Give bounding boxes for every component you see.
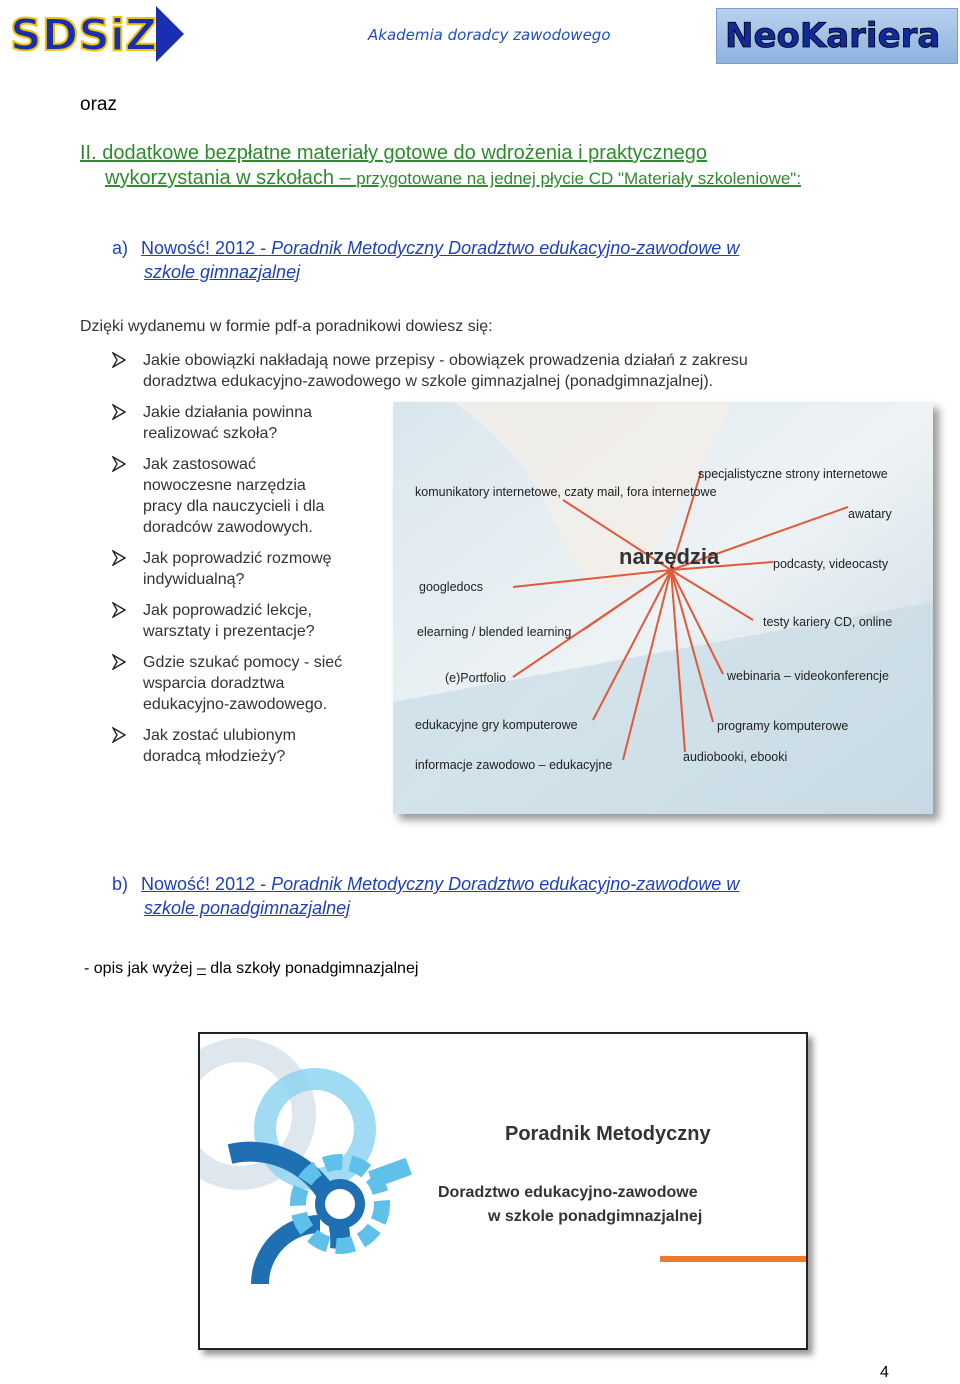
tools-label-13: informacje zawodowo – edukacyjne — [415, 758, 613, 772]
item-a-prefix[interactable]: Nowość! 2012 - — [141, 238, 272, 258]
tools-label-7: testy kariery CD, online — [763, 615, 893, 629]
tools-center-label: narzędzia — [619, 544, 720, 569]
tools-label-10: edukacyjne gry komputerowe — [415, 718, 578, 732]
arrow-bullet-icon — [112, 550, 126, 566]
bullet-6-line-3: edukacyjno-zawodowego. — [143, 696, 328, 713]
item-b-title-line1[interactable]: Poradnik Metodyczny Doradztwo edukacyjno-zawodowe w — [271, 874, 740, 894]
bullet-7-line-1: Jak zostać ulubionym — [143, 727, 296, 744]
page-number: 4 — [880, 1364, 889, 1381]
bullet-1-line-1: Jakie obowiązki nakładają nowe przepisy - obowiązek prowadzenia działań z zakresu — [143, 352, 748, 369]
tools-label-6: elearning / blended learning — [417, 625, 572, 639]
neokariera-logo — [716, 8, 958, 64]
arrow-bullet-icon — [112, 404, 126, 420]
cover-subtitle-line1: Doradztwo edukacyjno-zawodowe — [438, 1184, 698, 1201]
oraz-text: oraz — [80, 94, 117, 115]
note-post: dla szkoły ponadgimnazjalnej — [205, 960, 419, 977]
cover-accent-bar — [660, 1256, 806, 1262]
item-b-prefix[interactable]: Nowość! 2012 - — [141, 874, 272, 894]
arrow-bullet-icon — [112, 456, 126, 472]
arrow-bullet-icon — [112, 727, 126, 743]
tools-label-8: (e)Portfolio — [445, 671, 507, 685]
bullet-3-line-4: doradców zawodowych. — [143, 519, 313, 536]
bullet-6-line-2: wsparcia doradztwa — [143, 675, 285, 692]
section-2-line2-main: wykorzystania w szkołach — [105, 167, 334, 189]
arrow-bullet-icon — [112, 352, 126, 368]
tools-label-2: specjalistyczne strony internetowe — [698, 467, 888, 481]
note-text — [84, 960, 418, 978]
header-tagline: Akademia doradcy zawodowego — [368, 26, 611, 44]
item-b-label: b) — [112, 874, 129, 894]
tools-label-12: audiobooki, ebooki — [683, 750, 788, 764]
bullet-5-line-2: warsztaty i prezentacje? — [143, 623, 315, 640]
bullet-1-line-2: doradztwa edukacyjno-zawodowego w szkole gimnazjalnej (ponadgimnazjalnej). — [143, 373, 714, 390]
section-2-dash: – — [333, 167, 357, 189]
cover-subtitle-line2: w szkole ponadgimnazjalnej — [488, 1208, 703, 1225]
item-b-heading — [112, 872, 739, 920]
tools-diagram-image — [393, 402, 933, 814]
gears-graphic — [200, 1050, 412, 1284]
arrow-bullet-icon — [112, 654, 126, 670]
neokariera-logo-text: NeoKariera — [725, 16, 941, 56]
sdsiz-logo-text: SDSiZ — [10, 10, 157, 61]
tools-label-11: programy komputerowe — [717, 719, 849, 733]
cover-title: Poradnik Metodyczny — [505, 1123, 711, 1145]
tools-label-3: awatary — [848, 507, 892, 521]
item-a-title-line1[interactable]: Poradnik Metodyczny Doradztwo edukacyjno-zawodowe w — [271, 238, 740, 258]
bullet-3-line-2: nowoczesne narzędzia — [143, 477, 306, 494]
bullet-3-line-1: Jak zastosować — [143, 456, 256, 473]
section-2-heading — [80, 141, 940, 191]
bullet-2-line-2: realizować szkoła? — [143, 425, 278, 442]
bullet-4-line-1: Jak poprowadzić rozmowę — [143, 550, 332, 567]
bullet-6-line-1: Gdzie szukać pomocy - sieć — [143, 654, 343, 671]
arrow-bullet-icon — [112, 602, 126, 618]
note-pre: - opis jak wyżej — [84, 960, 197, 977]
intro-text: Dzięki wydanemu w formie pdf-a poradnikowi dowiesz się: — [80, 318, 493, 335]
bullet-2-line-1: Jakie działania powinna — [143, 404, 312, 421]
section-2-line1: II. dodatkowe bezpłatne materiały gotowe do wdrożenia i praktycznego — [80, 142, 708, 164]
item-a-heading — [112, 236, 739, 284]
item-a-label: a) — [112, 238, 129, 258]
item-a-title-line2[interactable]: szkole gimnazjalnej — [144, 262, 301, 282]
tools-label-9: webinaria – videokonferencje — [727, 669, 889, 683]
bullet-3-line-3: pracy dla nauczycieli i dla — [143, 498, 325, 515]
bullet-7-line-2: doradcą młodzieży? — [143, 748, 286, 765]
item-b-title-line2[interactable]: szkole ponadgimnazjalnej — [144, 898, 351, 918]
note-dash: – — [196, 960, 206, 977]
bullet-5-line-1: Jak poprowadzić lekcje, — [143, 602, 312, 619]
tools-label-5: podcasty, videocasty — [773, 557, 889, 571]
section-2-line2-small: przygotowane na jednej płycie CD "Materiały szkoleniowe": — [356, 169, 802, 188]
cover-image — [198, 1032, 808, 1350]
tools-label-1: komunikatory internetowe, czaty mail, fora internetowe — [415, 485, 717, 499]
sdsiz-logo — [6, 6, 184, 62]
bullet-4-line-2: indywidualną? — [143, 571, 245, 588]
tools-label-4: googledocs — [419, 580, 483, 594]
